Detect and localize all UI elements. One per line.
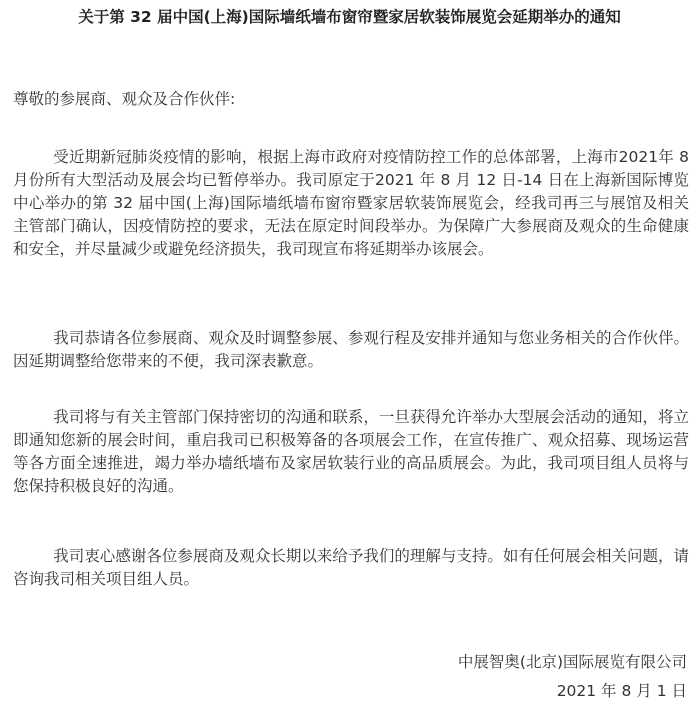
notice-title: 关于第 32 届中国(上海)国际墙纸墙布窗帘暨家居软装饰展览会延期举办的通知	[78, 8, 621, 26]
signature-organization: 中展智奥(北京)国际展览有限公司	[457, 653, 687, 671]
paragraph-apology: 我司恭请各位参展商、观众及时调整参展、参观行程及安排并通知与您业务相关的合作伙伴。因延期调整给您带来的不便，我司深表歉意。	[13, 329, 689, 370]
salutation: 尊敬的参展商、观众及合作伙伴:	[13, 90, 236, 108]
paragraph-postponement-reason: 受近期新冠肺炎疫情的影响，根据上海市政府对疫情防控工作的总体部署，上海市2021年 8 月份所有大型活动及展会均已暂停举办。我司原定于2021 年 8 月 12 日-14 日在上海新国际博览中心举办的第 32 届中国(上海)国际墙纸墙布窗帘暨家居软装饰展览会，经我司再三与展馆及相关主管部门确认，因疫情防控的要求，无法在原定时间段举办。为保障广大参展商及观众的生命健康和安全，并尽量减少或避免经济损失，我司现宣布将延期举办该展会。	[13, 148, 689, 258]
paragraph-future-plan: 我司将与有关主管部门保持密切的沟通和联系，一旦获得允许举办大型展会活动的通知，将立即通知您新的展会时间，重启我司已积极筹备的各项展会工作，在宣传推广、观众招募、现场运营等各方面全速推进，竭力举办墙纸墙布及家居软装行业的高品质展会。为此，我司项目组人员将与您保持积极良好的沟通。	[13, 408, 689, 495]
signature-date: 2021 年 8 月 1 日	[556, 682, 687, 700]
paragraph-thanks: 我司衷心感谢各位参展商及观众长期以来给予我们的理解与支持。如有任何展会相关问题，请咨询我司相关项目组人员。	[13, 547, 689, 588]
